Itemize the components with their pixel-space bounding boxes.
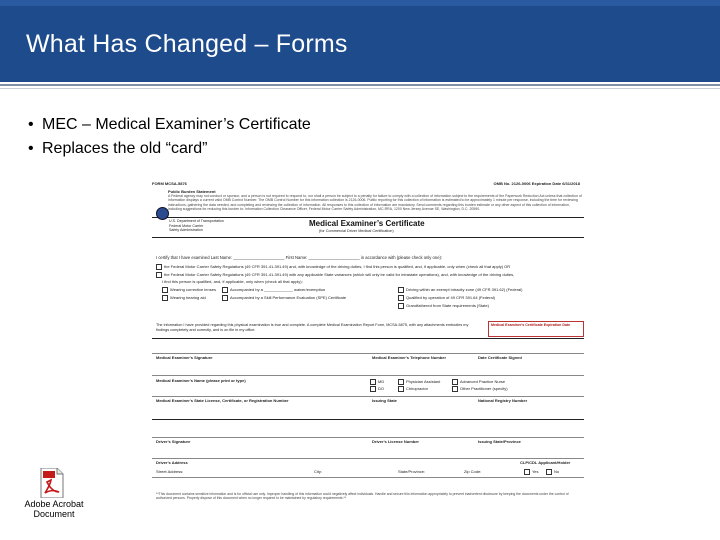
pdf-file-icon[interactable]	[38, 468, 66, 498]
field-label: Medical Examiner's Name (please print or type)	[156, 378, 246, 383]
field-label: Medical Examiner's Telephone Number	[372, 355, 447, 360]
expiration-label: Medical Examiner's Certificate Expiration Date	[491, 323, 571, 327]
examiner-type: Advanced Practice Nurse	[452, 379, 505, 385]
field-label: Issuing State	[372, 398, 397, 403]
bullet-item	[28, 113, 311, 137]
condition-item: Wearing hearing aid	[162, 295, 206, 301]
agency-line: Safety Administration	[169, 228, 203, 232]
agency-line: U.S. Department of Transportation	[169, 219, 224, 223]
title-bar	[0, 0, 720, 82]
checkbox-icon	[452, 379, 458, 385]
privacy-title: Public Burden Statement	[168, 189, 216, 194]
checkbox-icon	[546, 469, 552, 475]
field-label: Driver's Address	[156, 460, 188, 465]
condition-item: Wearing corrective lenses	[162, 287, 216, 293]
bullet-text: Replaces the old “card”	[42, 140, 208, 157]
omb-number: OMB No. 2126-0006 Expiration Date 6/31/2018	[493, 181, 580, 186]
field-label: Date Certificate Signed	[478, 355, 522, 360]
option-line: the Federal Motor Carrier Safety Regulations (49 CFR 391.41-391.49) with any applicable State variances (which will only be valid for intrastate operations), and, with knowledge of the driving duties,	[156, 272, 514, 278]
condition-item: Qualified by operation of 49 CFR 391.64 (Federal)	[398, 295, 495, 301]
checkbox-icon	[398, 295, 404, 301]
clp-yes: Yes	[524, 469, 539, 475]
checkbox-icon	[222, 295, 228, 301]
form-rule	[152, 419, 584, 420]
field-label: Medical Examiner's State License, Certificate, or Registration Number	[156, 398, 289, 403]
checkbox-icon	[452, 386, 458, 392]
slide-title: What Has Changed – Forms	[26, 30, 348, 58]
clp-no: No	[546, 469, 559, 475]
checkbox-icon	[162, 295, 168, 301]
checkbox-icon	[156, 272, 162, 278]
bullet-text: MEC – Medical Examiner’s Certificate	[42, 116, 311, 133]
form-rule	[152, 437, 584, 438]
checkbox-icon	[370, 379, 376, 385]
bullet-list	[28, 113, 311, 161]
agency-line: Federal Motor Carrier	[169, 223, 204, 228]
bullet-dot-icon: •	[28, 140, 34, 157]
certification-statement: The information I have provided regarding this physical examination is true and complete. A complete Medical Examination Report Form, MCSA-5875, with any attachments embodies my findings completely and correctly, and is on file in my office.	[156, 323, 469, 332]
option-line: the Federal Motor Carrier Safety Regulations (49 CFR 391.41-391.49) and, with knowledge of the driving duties, I find this person is qualified, and, if applicable, only when (check all that apply) OR	[156, 264, 510, 270]
field-label: Driver's Signature	[156, 439, 191, 444]
form-rule	[152, 338, 584, 339]
checkbox-icon	[398, 303, 404, 309]
field-label: Zip Code:	[464, 469, 482, 474]
title-divider	[0, 84, 720, 86]
field-label: State/Province:	[398, 469, 426, 474]
examiner-type: Other Practitioner (specify)	[452, 386, 508, 392]
examiner-type: MD	[370, 379, 384, 385]
checkbox-icon	[156, 264, 162, 270]
certify-line: I certify that I have examined Last Name: ______________________ First Name: ______________________ in accordance with (please check only one):	[156, 255, 443, 260]
form-rule	[152, 375, 584, 376]
bullet-item	[28, 137, 311, 161]
field-label: National Registry Number	[478, 398, 528, 403]
condition-item: Grandfathered from State requirements (State)	[398, 303, 489, 309]
attachment-label-line: Adobe Acrobat	[24, 499, 84, 509]
checkbox-icon	[524, 469, 530, 475]
form-number: FORM MCSA-5876	[152, 181, 187, 186]
examiner-type: Physician Assistant	[398, 379, 440, 385]
condition-item: Driving within an exempt intracity zone (49 CFR 391.62) (Federal)	[398, 287, 523, 293]
checkbox-icon	[370, 386, 376, 392]
examiner-type: DO	[370, 386, 384, 392]
field-label: Issuing State/Province	[478, 439, 521, 444]
attachment-label-line: Document	[33, 509, 75, 519]
checkbox-icon	[398, 386, 404, 392]
field-label: CLP/CDL Applicant/Holder	[520, 460, 571, 465]
checkbox-icon	[398, 379, 404, 385]
condition-item: Accompanied by a _____________ waiver/exemption	[222, 287, 325, 293]
certificate-title: Medical Examiner’s Certificate	[309, 219, 425, 228]
form-rule	[152, 217, 584, 218]
privacy-statement: A Federal agency may not conduct or sponsor, and a person is not required to respond to, nor shall a person be subject to a penalty for failure to comply with a collection of information subject to the requirements of the Paperwork Reduction Act unless that collection of information displays a current valid OMB Control Number. The OMB Control Number for this information collection is 2126-0006. Public reporting for this collection of information is estimated to be approximately 1 minute per response, including the time for reviewing instructions, gathering the data needed, and completing and reviewing the collection of information. All responses to this collection of information are mandatory. Send comments regarding this burden estimate or any other aspect of this collection of information, including suggestions for reducing this burden to: Information Collection Clearance Officer, Federal Motor Carrier Safety Administration, MC-RRA, 1200 New Jersey Avenue SE, Washington, D.C. 20590.	[168, 194, 582, 212]
form-rule	[152, 477, 584, 478]
dot-seal-icon	[156, 207, 169, 220]
form-rule	[152, 353, 584, 354]
expiration-date-box	[488, 321, 584, 337]
title-divider-thin	[0, 88, 720, 89]
form-rule	[152, 237, 584, 238]
examiner-type: Chiropractor	[398, 386, 428, 392]
attachment-label[interactable]	[18, 499, 90, 519]
option-line: I find this person is qualified, and, if applicable, only when (check all that apply):	[162, 279, 303, 284]
field-label: Street Address:	[156, 469, 184, 474]
field-label: City:	[314, 469, 322, 474]
title-bar-shade	[0, 0, 720, 6]
form-rule	[152, 458, 584, 459]
field-label: Medical Examiner's Signature	[156, 355, 213, 360]
medical-examiner-certificate-form	[152, 175, 584, 515]
form-rule	[152, 396, 584, 397]
checkbox-icon	[222, 287, 228, 293]
certificate-subtitle: (for Commercial Driver Medical Certification)	[319, 229, 394, 233]
checkbox-icon	[162, 287, 168, 293]
form-footer: **This document contains sensitive information and is for official use only. Improper handling of this information could negatively affect individuals. Handle and secure this information appropriately to prevent inadvertent disclosure by keeping the documents under the control of authorized persons. Properly dispose of this document when no longer required to be maintained by regulatory requirements.**	[156, 492, 569, 501]
bullet-dot-icon: •	[28, 116, 34, 133]
condition-item: Accompanied by a Skill Performance Evaluation (SPE) Certificate	[222, 295, 346, 301]
field-label: Driver's License Number	[372, 439, 419, 444]
checkbox-icon	[398, 287, 404, 293]
